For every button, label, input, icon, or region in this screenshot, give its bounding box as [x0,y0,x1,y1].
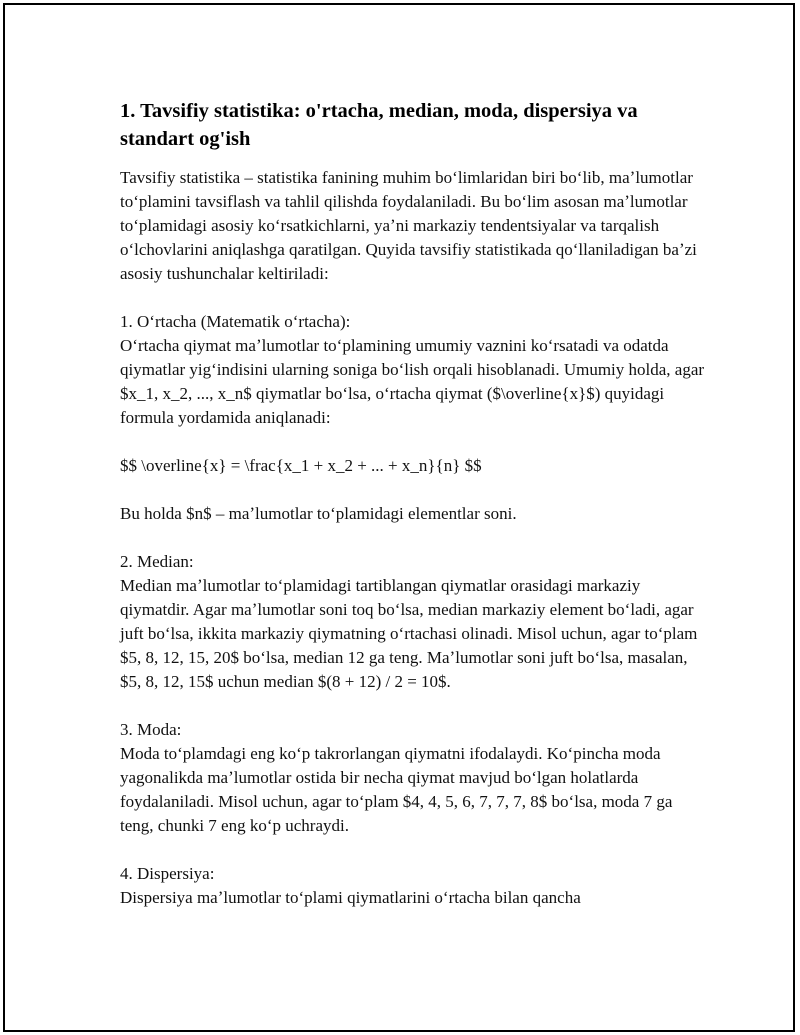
mean-section: 1. Oʻrtacha (Matematik oʻrtacha): Oʻrtacha qiymat maʼlumotlar toʻplamining umumiy vaznini koʻrsatadi va odatda qiymatlar yigʻindisini ularning soniga boʻlish orqali hisoblanadi. Umumiy holda, agar $x_1, x_2, ..., x_n$ qiymatlar boʻlsa, oʻrtacha qiymat ($\overline{x}$) quyidagi formula yordamida aniqlanadi: [120,312,705,427]
mean-note: Bu holda $n$ – maʼlumotlar toʻplamidagi elementlar soni. [120,504,517,523]
document-content [120,97,710,910]
mean-formula: $$ \overline{x} = \frac{x_1 + x_2 + ... + x_n}{n} $$ [120,456,482,475]
document-body [120,166,710,910]
median-section: 2. Median: Median maʼlumotlar toʻplamidagi tartiblangan qiymatlar orasidagi markaziy qiymatdir. Agar maʼlumotlar soni toq boʻlsa, median markaziy element boʻladi, agar juft boʻlsa, ikkita markaziy qiymatning oʻrtachasi olinadi. Misol uchun, agar toʻplam $5, 8, 12, 15, 20$ boʻlsa, median 12 ga teng. Maʼlumotlar soni juft boʻlsa, masalan, $5, 8, 12, 15$ uchun median $(8 + 12) / 2 = 10$. [120,552,698,691]
page-frame [3,3,795,1032]
mode-section: 3. Moda: Moda toʻplamdagi eng koʻp takrorlangan qiymatni ifodalaydi. Koʻpincha moda yagonalikda maʼlumotlar ostida bir necha qiymat mavjud boʻlgan holatlarda foydalaniladi. Misol uchun, agar toʻplam $4, 4, 5, 6, 7, 7, 7, 8$ boʻlsa, moda 7 ga teng, chunki 7 eng koʻp uchraydi. [120,720,673,835]
intro-paragraph: Tavsifiy statistika – statistika fanining muhim boʻlimlaridan biri boʻlib, maʼlumotlar toʻplamini tavsiflash va tahlil qilishda foydalaniladi. Bu boʻlim asosan maʼlumotlar toʻplamidagi asosiy koʻrsatkichlarni, yaʼni markaziy tendentsiyalar va tarqalish oʻlchovlarini aniqlashga qaratilgan. Quyida tavsifiy statistikada qoʻllaniladigan baʼzi asosiy tushunchalar keltiriladi: [120,168,697,283]
section-title: 1. Tavsifiy statistika: o'rtacha, median, moda, dispersiya va standart og'ish [120,100,638,150]
variance-section: 4. Dispersiya: Dispersiya maʼlumotlar toʻplami qiymatlarini oʻrtacha bilan qancha [120,864,581,907]
